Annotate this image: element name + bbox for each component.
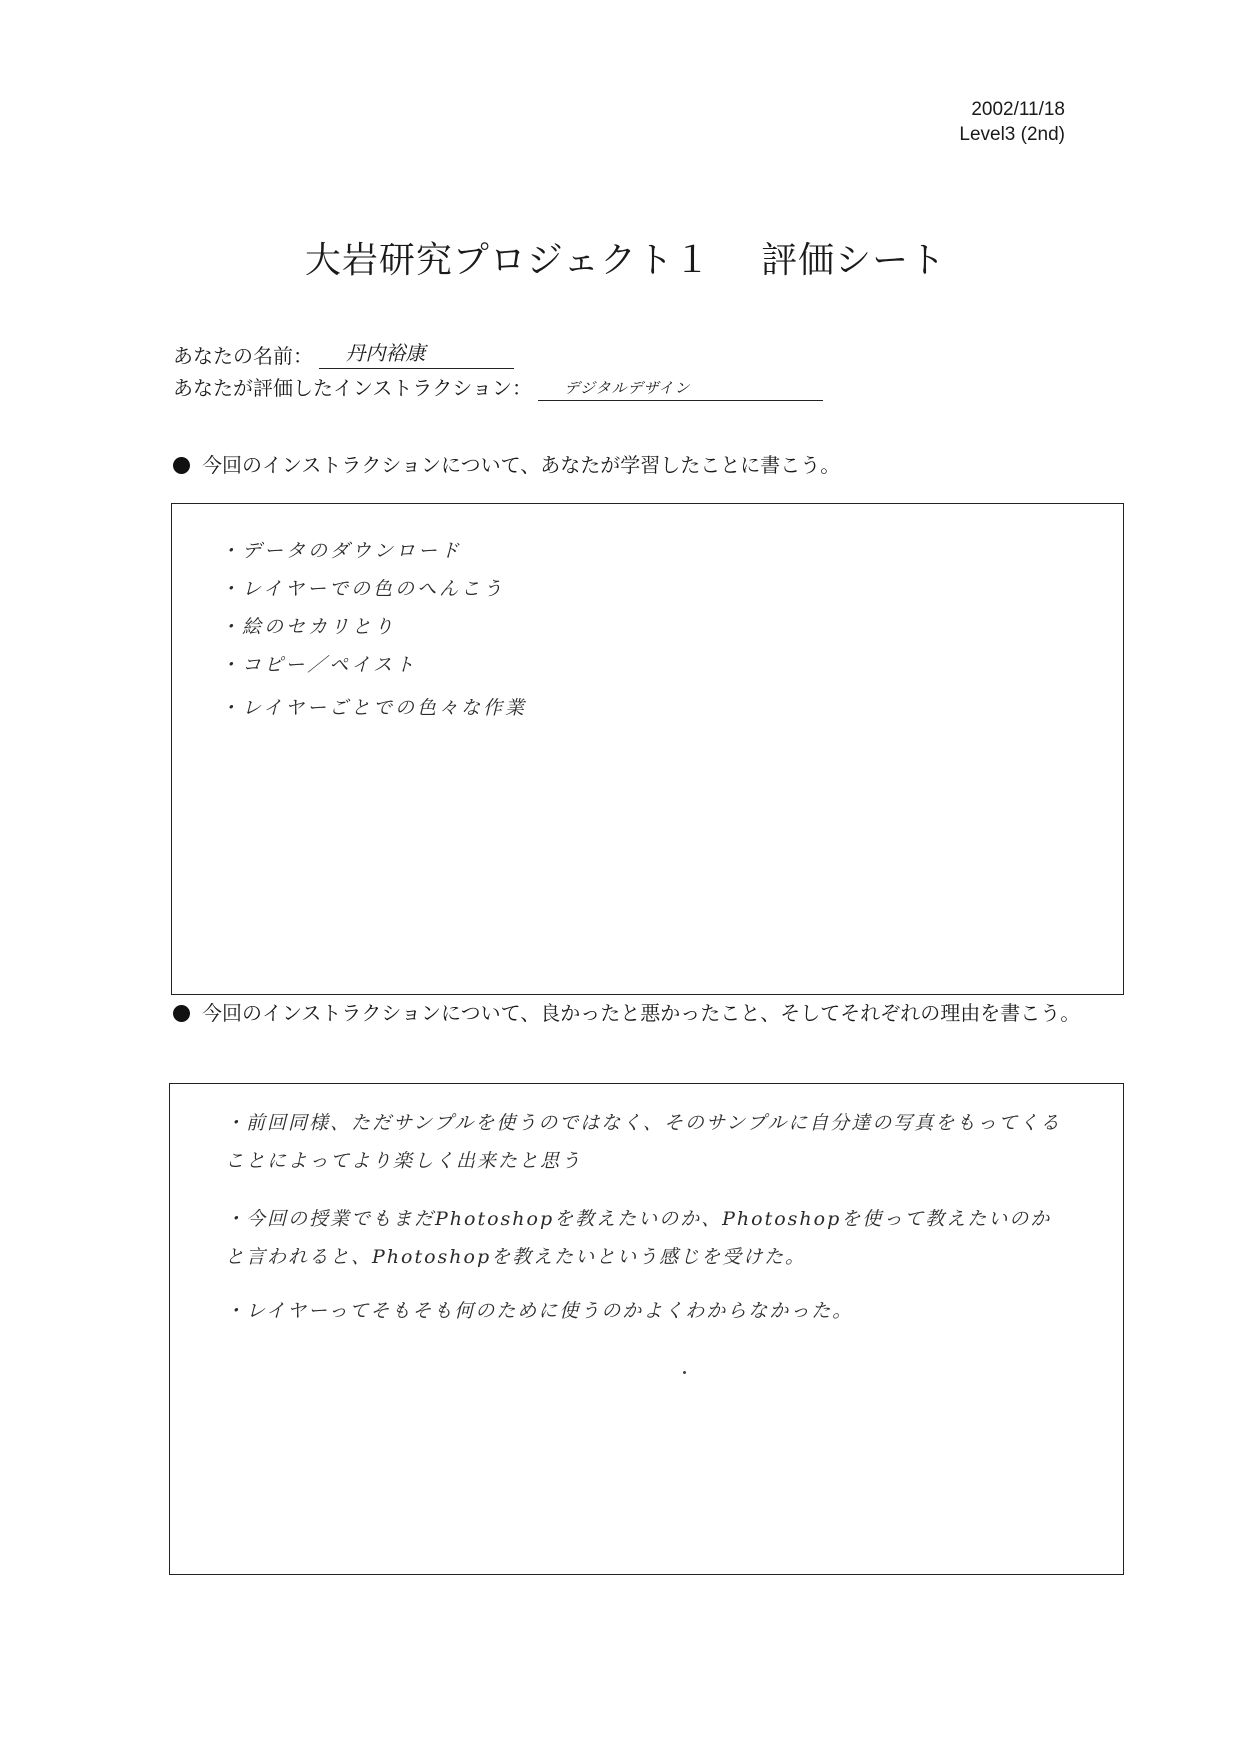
list-item: ・レイヤーでの色のへんこう [220, 578, 506, 600]
header-meta [959, 97, 1065, 147]
list-item: ・レイヤーごとでの色々な作業 [220, 697, 528, 719]
question-1-text: 今回のインストラクションについて、あなたが学習したことに書こう。 [202, 453, 841, 477]
pen-dot-mark [683, 1371, 686, 1374]
date-text: 2002/11/18 [971, 99, 1065, 120]
list-item: ・コピー／ペイスト [220, 654, 418, 676]
answer-box-1 [171, 503, 1124, 995]
name-label: あなたの名前： [173, 344, 313, 368]
question-1 [173, 448, 1123, 482]
bullet-icon [173, 1005, 190, 1022]
list-item: ・データのダウンロード [220, 540, 463, 562]
answer-2-list [225, 1104, 1065, 1350]
answer-1-list [220, 532, 527, 727]
list-item: ・レイヤーってそもそも何のために使うのかよくわからなかった。 [225, 1300, 854, 1322]
name-value: 丹内裕康 [319, 337, 514, 369]
instruction-value: デジタルデザイン [538, 377, 823, 401]
level-text: Level3 (2nd) [959, 124, 1065, 145]
instruction-field [173, 372, 823, 401]
list-item: ・今回の授業でもまだPhotoshopを教えたいのか、Photoshopを使って教えたいのかと言われると、Photoshopを教えたいという感じを受けた。 [225, 1208, 1052, 1268]
name-field [173, 337, 514, 369]
question-2-text: 今回のインストラクションについて、良かったと悪かったこと、そしてそれぞれの理由を書こう。 [202, 1001, 1081, 1025]
list-item: ・絵のセカリとり [220, 616, 397, 638]
title-sub: 評価シート [761, 240, 947, 281]
list-item: ・前回同様、ただサンプルを使うのではなく、そのサンプルに自分達の写真をもってくることによってより楽しく出来たと思う [225, 1112, 1062, 1172]
page-title [0, 232, 1251, 283]
question-2 [173, 996, 1103, 1030]
bullet-icon [173, 457, 190, 474]
instruction-label: あなたが評価したインストラクション： [173, 376, 532, 400]
title-main: 大岩研究プロジェクト１ [304, 240, 712, 281]
answer-box-2 [169, 1083, 1124, 1575]
